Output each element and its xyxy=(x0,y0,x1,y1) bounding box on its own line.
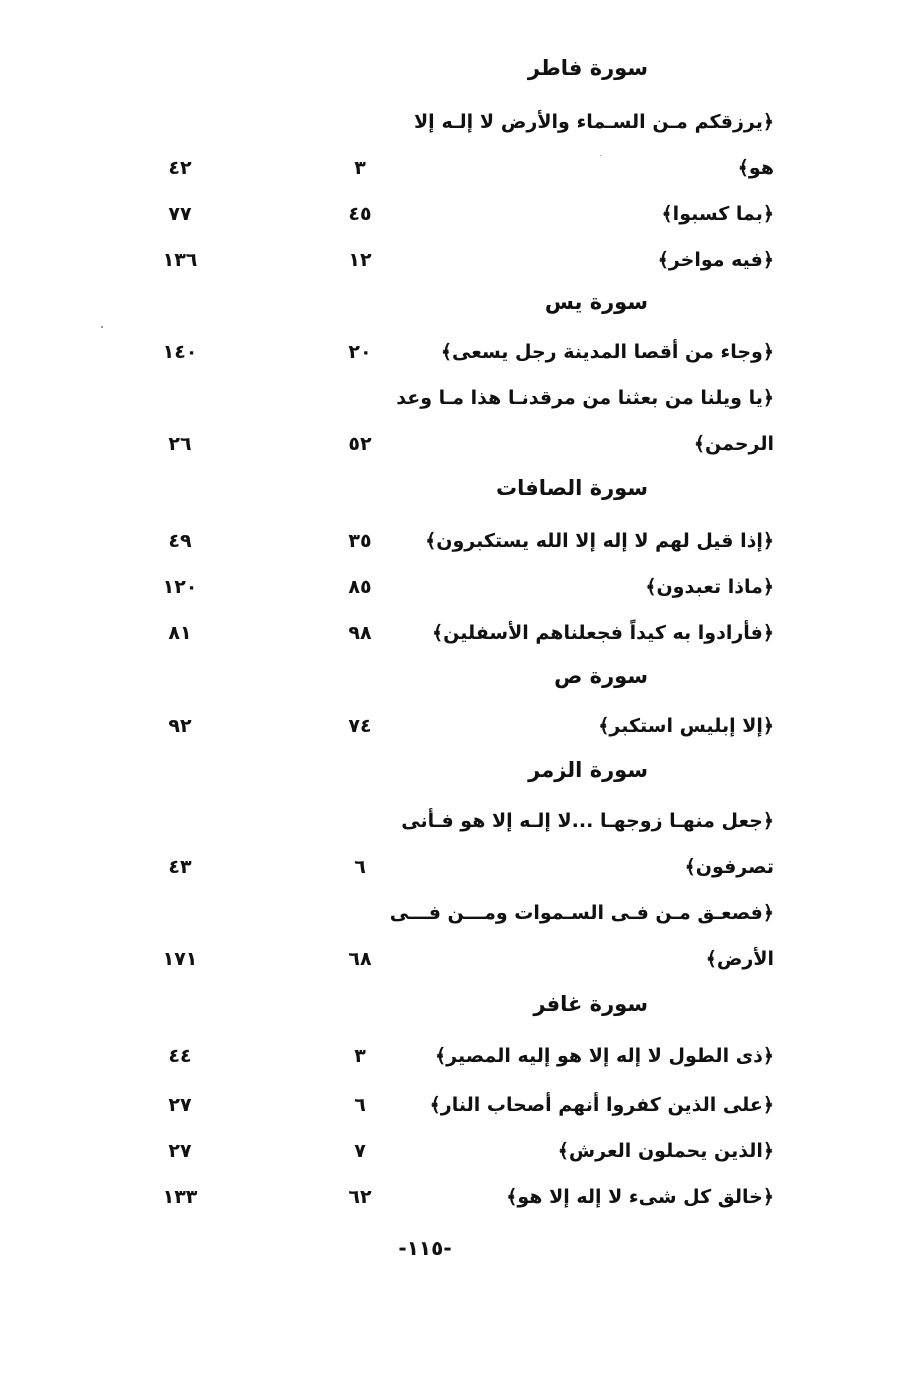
index-entry-row xyxy=(0,378,920,418)
page-reference: ٢٦ xyxy=(168,433,192,455)
index-entry-row xyxy=(0,1131,920,1171)
ayah-number: ٤٥ xyxy=(348,203,372,225)
page-reference: ١٣٣ xyxy=(162,1186,198,1208)
surah-heading-row xyxy=(0,984,920,1024)
index-entry-row xyxy=(0,148,920,188)
page-reference: ٢٧ xyxy=(168,1140,192,1162)
page-reference: ١٧١ xyxy=(162,948,198,970)
index-entry-row xyxy=(0,521,920,561)
ayah-number: ٧ xyxy=(354,1140,366,1162)
surah-title: سورة غافر xyxy=(533,992,648,1016)
page-reference: ٨١ xyxy=(168,622,192,644)
verse-text: هو﴾ xyxy=(737,157,774,179)
ayah-number: ٣ xyxy=(354,157,366,179)
ayah-number: ٣٥ xyxy=(348,530,372,552)
verse-text: ﴿الذين يحملون العرش﴾ xyxy=(557,1140,774,1162)
verse-text: ﴿إلا إبليس استكبر﴾ xyxy=(598,715,774,737)
page-reference: ١٢٠ xyxy=(162,576,198,598)
index-entry-row xyxy=(0,939,920,979)
verse-text: ﴿بما كسبوا﴾ xyxy=(661,203,774,225)
verse-text: ﴿ذى الطول لا إله إلا هو إليه المصير﴾ xyxy=(435,1045,774,1067)
page-reference: ٤٢ xyxy=(168,157,192,179)
page-reference: ٤٤ xyxy=(168,1045,192,1067)
index-entry-row xyxy=(0,847,920,887)
ayah-number: ٣ xyxy=(354,1045,366,1067)
verse-text: ﴿فصعـق مـن فـى السـموات ومـــن فـــى xyxy=(389,902,774,924)
verse-text: ﴿يا ويلنا من بعثنا من مرقدنـا هذا مـا وعد xyxy=(396,387,774,409)
verse-text: الرحمن﴾ xyxy=(693,433,774,455)
index-entry-row xyxy=(0,567,920,607)
surah-heading-row xyxy=(0,750,920,790)
verse-text: تصرفون﴾ xyxy=(684,856,774,878)
surah-title: سورة فاطر xyxy=(527,56,648,80)
ayah-number: ٢٠ xyxy=(348,341,372,363)
verse-text: ﴿وجاء من أقصا المدينة رجل يسعى﴾ xyxy=(440,341,774,363)
ayah-number: ٩٨ xyxy=(348,622,372,644)
index-entry-row xyxy=(0,613,920,653)
index-entry-row xyxy=(0,893,920,933)
surah-heading-row xyxy=(0,48,920,88)
page-number: -١١٥- xyxy=(398,1236,452,1260)
ayah-number: ٦ xyxy=(354,856,366,878)
scan-speck xyxy=(101,326,103,328)
verse-text: ﴿فأرادوا به كيداً فجعلناهم الأسفلين﴾ xyxy=(432,622,774,644)
surah-title: سورة الصافات xyxy=(495,476,648,500)
index-entry-row xyxy=(0,424,920,464)
ayah-number: ٦٨ xyxy=(348,948,372,970)
surah-heading-row xyxy=(0,656,920,696)
verse-text: ﴿ماذا تعبدون﴾ xyxy=(645,576,774,598)
surah-heading-row xyxy=(0,282,920,322)
page-reference: ٢٧ xyxy=(168,1094,192,1116)
page-reference: ٧٧ xyxy=(168,203,192,225)
verse-text: ﴿جعل منهـا زوجهـا ...لا إلـه إلا هو فـأنى xyxy=(401,810,774,832)
verse-text: ﴿يرزقكم مـن السـماء والأرض لا إلـه إلا xyxy=(414,111,774,133)
verse-text: ﴿خالق كل شىء لا إله إلا هو﴾ xyxy=(506,1186,774,1208)
verse-text: ﴿إذا قيل لهم لا إله إلا الله يستكبرون﴾ xyxy=(425,530,774,552)
index-entry-row xyxy=(0,1177,920,1217)
index-entry-row xyxy=(0,706,920,746)
page-reference: ٤٩ xyxy=(168,530,192,552)
index-entry-row xyxy=(0,194,920,234)
surah-title: سورة يس xyxy=(544,290,648,314)
index-entry-row xyxy=(0,240,920,280)
ayah-number: ٨٥ xyxy=(348,576,372,598)
verse-text: ﴿فيه مواخر﴾ xyxy=(657,249,774,271)
index-entry-row xyxy=(0,332,920,372)
index-entry-row xyxy=(0,1085,920,1125)
page-reference: ٩٢ xyxy=(168,715,192,737)
index-entry-row xyxy=(0,1036,920,1076)
verse-text: الأرض﴾ xyxy=(705,948,774,970)
ayah-number: ١٢ xyxy=(348,249,372,271)
surah-title: سورة الزمر xyxy=(528,758,648,782)
verse-text: ﴿على الذين كفروا أنهم أصحاب النار﴾ xyxy=(429,1094,774,1116)
index-entry-row xyxy=(0,801,920,841)
page-reference: ١٣٦ xyxy=(162,249,198,271)
index-entry-row xyxy=(0,102,920,142)
surah-heading-row xyxy=(0,468,920,508)
page-reference: ١٤٠ xyxy=(162,341,198,363)
ayah-number: ٦٢ xyxy=(348,1186,372,1208)
ayah-number: ٦ xyxy=(354,1094,366,1116)
ayah-number: ٥٢ xyxy=(348,433,372,455)
ayah-number: ٧٤ xyxy=(348,715,372,737)
surah-title: سورة ص xyxy=(554,664,648,688)
page-reference: ٤٣ xyxy=(168,856,192,878)
